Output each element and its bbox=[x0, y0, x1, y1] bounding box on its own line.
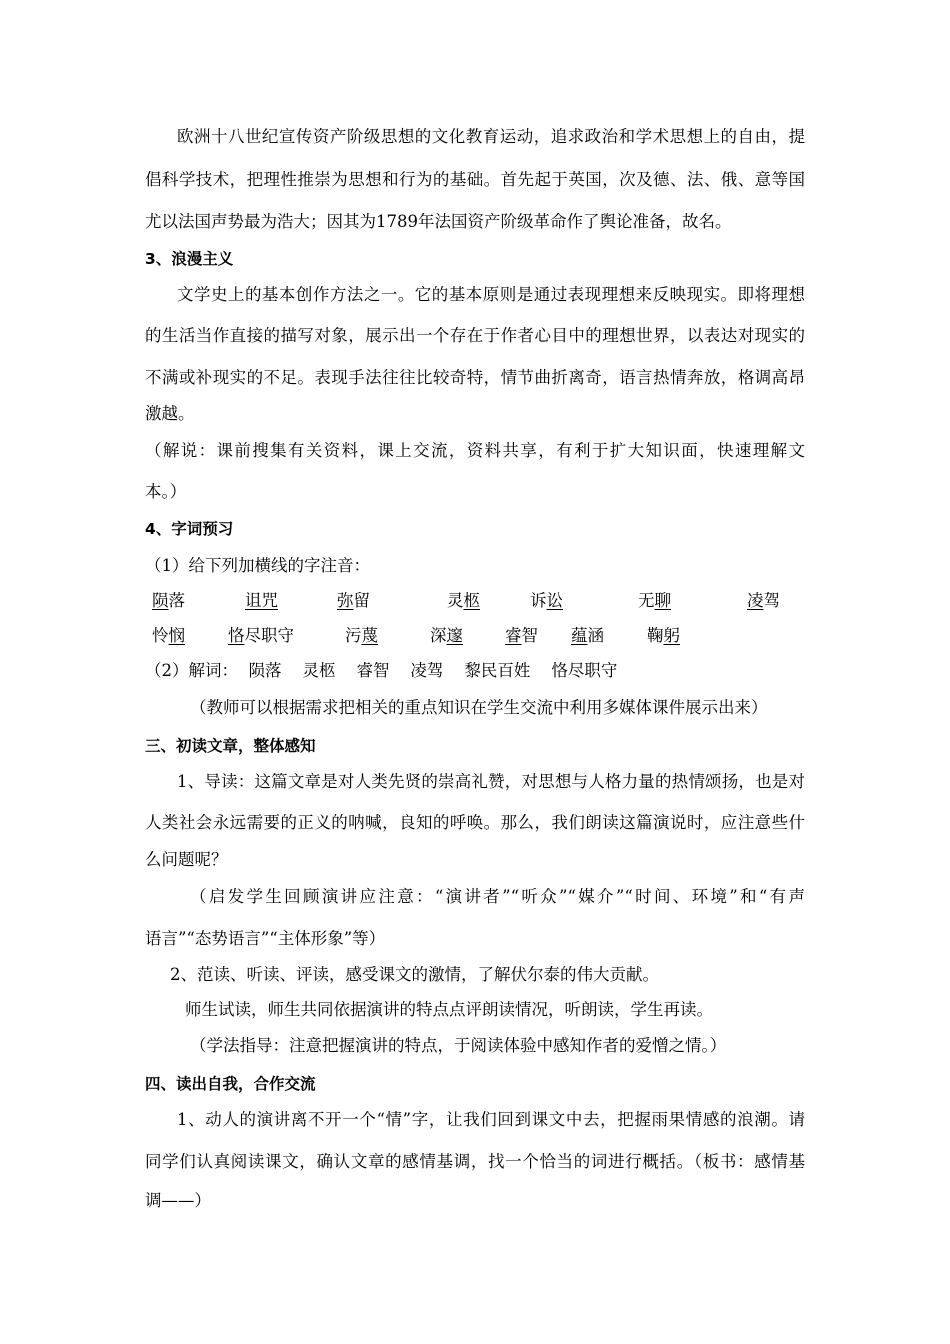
vocab-word: 蕴涵 bbox=[571, 626, 604, 645]
vocab-word: 无聊 bbox=[638, 591, 671, 610]
vocab-word: 鞠躬 bbox=[647, 626, 680, 645]
enlightenment-line-3: 尤以法国声势最为浩大；因其为1789年法国资产阶级革命作了舆论准备，故名。 bbox=[145, 212, 732, 231]
study-method-guide: （学法指导：注意把握演讲的特点，于阅读体验中感知作者的爱憎之情。） bbox=[190, 1036, 727, 1055]
romanticism-line-1: 文学史上的基本创作方法之一。它的基本原则是通过表现理想来反映现实。即将理想 bbox=[177, 285, 805, 304]
enlightenment-line-1: 欧洲十八世纪宣传资产阶级思想的文化教育运动，追求政治和学术思想上的自由，提 bbox=[177, 127, 805, 146]
guided-reading-line-2: 人类社会永远需要的正义的呐喊，良知的呼唤。那么，我们朗读这篇演说时，应注意些什 bbox=[145, 813, 805, 832]
romanticism-line-3: 不满或补现实的不足。表现手法往往比较奇特，情节曲折离奇，语言热情奔放，格调高昂 bbox=[145, 368, 805, 387]
vocab-word: 诅咒 bbox=[245, 591, 278, 610]
explanation-note-line-2: 本。） bbox=[145, 482, 187, 501]
vocab-word: 睿智 bbox=[505, 626, 538, 645]
part-4-heading: 四、读出自我，合作交流 bbox=[145, 1075, 316, 1093]
teacher-note: （教师可以根据需求把相关的重点知识在学生交流中利用多媒体课件展示出来） bbox=[190, 698, 768, 717]
vocab-word: 污蔑 bbox=[345, 626, 378, 645]
explanation-note-line-1: （解说：课前搜集有关资料，课上交流，资料共享，有利于扩大知识面，快速理解文 bbox=[145, 441, 805, 460]
emotion-task-line-1: 1、动人的演讲离不开一个“情”字，让我们回到课文中去，把握雨果情感的浪潮。请 bbox=[177, 1110, 805, 1129]
romanticism-line-4: 激越。 bbox=[145, 404, 195, 423]
hint-line-2: 语言”“态势语言”“主体形象”等） bbox=[145, 929, 386, 948]
vocab-word: 灵柩 bbox=[447, 591, 480, 610]
vocab-word: 弥留 bbox=[337, 591, 370, 610]
reading-activity: 2、范读、听读、评读，感受课文的激情，了解伏尔泰的伟大贡献。 bbox=[170, 965, 659, 984]
part-3-heading: 三、初读文章，整体感知 bbox=[145, 737, 316, 755]
vocab-word: 恪尽职守 bbox=[228, 626, 294, 645]
vocab-word: 凌驾 bbox=[747, 591, 780, 610]
vocab-word: 陨落 bbox=[152, 591, 185, 610]
section-3-heading: 3、浪漫主义 bbox=[145, 250, 234, 268]
vocab-word: 诉讼 bbox=[530, 591, 563, 610]
enlightenment-line-2: 倡科学技术，把理性推崇为思想和行为的基础。首先起于英国，次及德、法、俄、意等国 bbox=[145, 170, 805, 189]
guided-reading-line-1: 1、导读：这篇文章是对人类先贤的崇高礼赞，对思想与人格力量的热情颂扬，也是对 bbox=[177, 772, 805, 791]
trial-reading: 师生试读，师生共同依据演讲的特点点评朗读情况，听朗读，学生再读。 bbox=[185, 1000, 713, 1019]
vocab-word: 深邃 bbox=[430, 626, 463, 645]
vocab-word: 怜悯 bbox=[152, 626, 185, 645]
hint-line-1: （启发学生回顾演讲应注意：“演讲者”“听众”“媒介”“时间、环境”和“有声 bbox=[190, 887, 805, 906]
emotion-task-line-2: 同学们认真阅读课文，确认文章的感情基调，找一个恰当的词进行概括。（板书：感情基 bbox=[145, 1152, 805, 1171]
pronunciation-task: （1）给下列加横线的字注音： bbox=[145, 556, 370, 575]
word-explanation-task: （2）解词： 陨落 灵柩 睿智 凌驾 黎民百姓 恪尽职守 bbox=[145, 661, 618, 680]
guided-reading-line-3: 么问题呢？ bbox=[145, 850, 228, 869]
section-4-heading: 4、字词预习 bbox=[145, 520, 234, 538]
romanticism-line-2: 的生活当作直接的描写对象，展示出一个存在于作者心目中的理想世界，以表达对现实的 bbox=[145, 326, 805, 345]
emotion-task-line-3: 调——） bbox=[145, 1191, 211, 1210]
